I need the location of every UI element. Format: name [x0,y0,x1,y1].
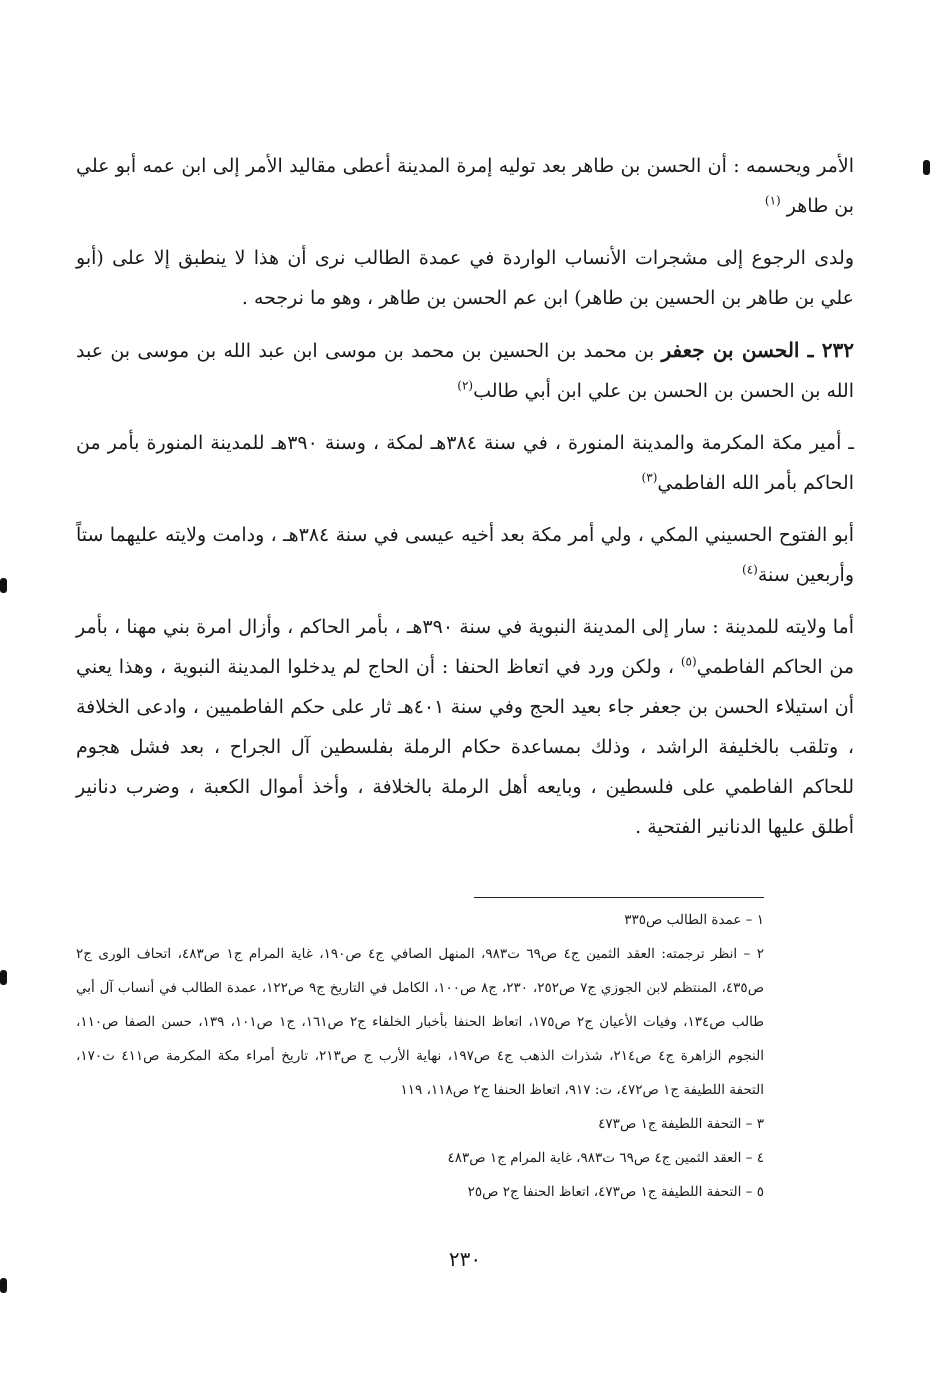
footnote: ٤ – العقد الثمين ج٤ ص٦٩ ت٩٨٣، غاية المرام ج١ ص٤٨٣ [447,1150,764,1166]
paragraph [76,146,854,226]
footnote-ref: (٢) [457,378,474,393]
footnote-ref: (٣) [641,470,658,485]
paragraph [76,423,854,503]
footnote-ref: (١) [764,193,781,208]
paragraph [76,515,854,595]
entry-heading: ٢٣٢ ـ الحسن بن جعفر [661,338,855,362]
footnote: ٢ – انظر ترجمته: العقد الثمين ج٤ ص٦٩ ت٩٨٣، المنهل الصافي ج٤ ص١٩٠، غاية المرام ج١ ص٤٨٣، اتحاف الورى ج٢ ص٤٣٥، المنتظم لابن الجوزي ج٧ ص٢٥٢، ٢٣٠، ج٨ ص١٠٠، الكامل في التاريخ ج٩ ص١٢٢، عمدة الطالب في أنساب آل أبي طالب ص١٣٤، وفيات الأعيان ج٢ ص١٧٥، اتعاظ الحنفا بأخبار الخلفاء ج٢ ص١٦١، ج١ ص١٠١، ١٣٩، حسن الصفا ص١١٠، النجوم الزاهرة ج٤ ص٢١٤، شذرات الذهب ج٤ ص١٩٧، نهاية الأرب ج ص٢١٣، تاريخ أمراء مكة المكرمة ص٤١١ ت١٧٠، التحفة اللطيفة ج١ ص٤٧٢، ت: ٩١٧، اتعاظ الحنفا ج٢ ص١١٨، ١١٩ [76,946,765,1098]
footnote: ١ – عمدة الطالب ص٣٣٥ [624,912,764,928]
paragraph-text: بن محمد بن الحسين بن محمد بن موسى ابن عبد الله بن موسى بن عبد الله بن الحسن بن الحسن بن علي ابن أبي طالب [76,340,854,402]
paragraph-text: أما ولايته للمدينة : سار إلى المدينة النبوية في سنة ٣٩٠هـ ، بأمر الحاكم ، وأزال امرة بني مهنا ، بأمر من الحاكم الفاطمي [76,616,854,678]
scan-edge-mark [0,578,7,593]
paragraph-text: ولدى الرجوع إلى مشجرات الأنساب الواردة في عمدة الطالب نرى أن هذا لا ينطبق إلا على (أبو علي بن طاهر بن الحسين بن طاهر) ابن عم الحسن بن طاهر ، وهو ما نرجحه . [76,247,854,309]
scan-edge-mark [0,970,7,985]
paragraph-text: ، ولكن ورد في اتعاظ الحنفا : أن الحاج لم يدخلوا المدينة النبوية ، وهذا يعني أن استيلاء الحسن بن جعفر جاء بعيد الحج وفي سنة ٤٠١هـ ثار على حكم الفاطميين ، وادعى الخلافة ، وتلقب بالخليفة الراشد ، وذلك بمساعدة حكام الرملة بفلسطين آل الجراح ، بعد فشل هجوم للحاكم الفاطمي على فلسطين ، وبايعه أهل الرملة بالخلافة ، وأخذ أموال الكعبة ، وضرب دنانير أطلق عليها الدنانير الفتحية . [76,656,854,838]
biography-entry [76,330,854,411]
scan-edge-mark [0,1278,7,1293]
page-number: ٢٣٠ [448,1247,482,1271]
paragraph [76,607,854,847]
footnote: ٥ – التحفة اللطيفة ج١ ص٤٧٣، اتعاظ الحنفا ج٢ ص٢٥ [467,1184,764,1200]
footnotes [76,903,764,1209]
footnote-ref: (٥) [680,654,697,669]
paragraph-text: الأمر ويحسمه : أن الحسن بن طاهر بعد توليه إمرة المدينة أعطى مقاليد الأمر إلى ابن عمه أبو علي بن طاهر [76,155,854,217]
paragraph-text: أبو الفتوح الحسيني المكي ، ولي أمر مكة بعد أخيه عيسى في سنة ٣٨٤هـ ، ودامت ولايته عليهما ستاً وأربعين سنة [76,524,855,586]
footnote: ٣ – التحفة اللطيفة ج١ ص٤٧٣ [598,1116,764,1132]
footnote-ref: (٤) [742,562,758,577]
paragraph-text: ـ أمير مكة المكرمة والمدينة المنورة ، في سنة ٣٨٤هـ لمكة ، وسنة ٣٩٠هـ للمدينة المنورة بأمر من الحاكم بأمر الله الفاطمي [76,432,854,494]
main-text [76,146,854,859]
scan-edge-mark [923,160,930,175]
footnote-divider [474,897,764,898]
paragraph [76,238,854,318]
